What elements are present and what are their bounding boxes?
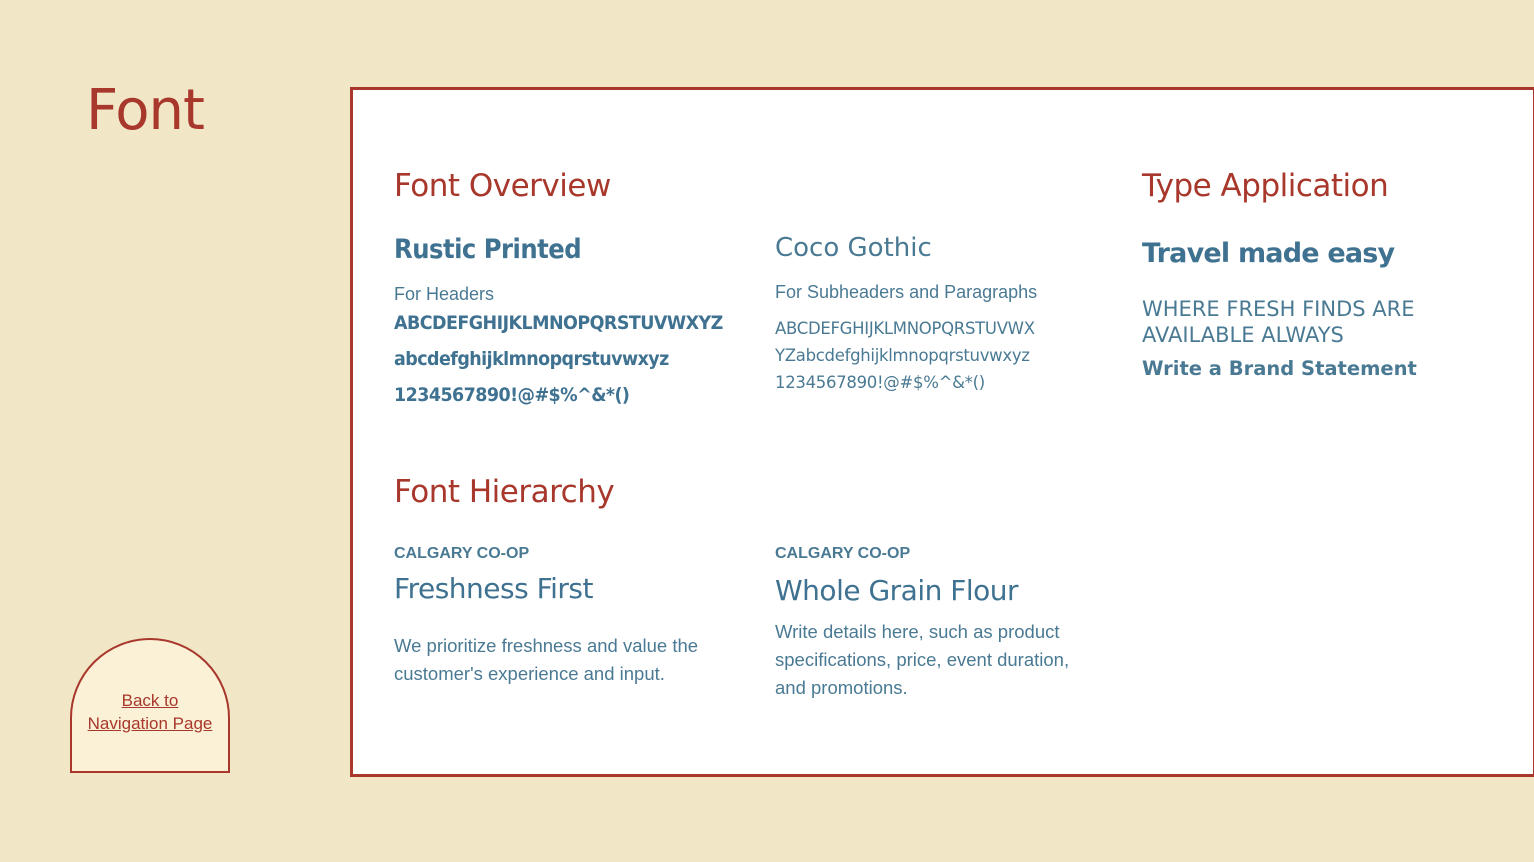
coco-font-name: Coco Gothic	[775, 233, 932, 263]
back-to-navigation-button[interactable]	[70, 638, 230, 773]
hierarchy-left-body: We prioritize freshness and value the customer's experience and input.	[394, 635, 699, 684]
rustic-font-name: Rustic Printed	[394, 234, 582, 265]
back-label-line-2: Navigation Page	[87, 713, 213, 733]
coco-sample-line-3: 1234567890!@#$%^&*()	[775, 373, 985, 392]
back-label-line-1: Back to	[121, 690, 179, 710]
content-panel	[350, 87, 1534, 777]
hierarchy-left-heading: Freshness First	[394, 572, 593, 605]
rustic-uppercase-sample: ABCDEFGHIJKLMNOPQRSTUVWXYZ	[394, 312, 723, 334]
back-to-navigation-link[interactable]	[75, 689, 225, 735]
application-headline: Travel made easy	[1142, 238, 1395, 269]
coco-sample-line-2: YZabcdefghijklmnopqrstuvwxyz	[775, 346, 1030, 365]
page-title: Font	[86, 78, 204, 143]
hierarchy-left-eyebrow: CALGARY CO-OP	[394, 545, 530, 562]
font-hierarchy-title: Font Hierarchy	[394, 474, 615, 510]
font-overview-title: Font Overview	[394, 168, 611, 204]
rustic-font-usage: For Headers	[394, 284, 495, 304]
hierarchy-right-heading: Whole Grain Flour	[775, 574, 1019, 607]
coco-sample-line-1: ABCDEFGHIJKLMNOPQRSTUVWX	[775, 319, 1035, 338]
hierarchy-right-body: Write details here, such as product specifications, price, event duration, and promotions.	[775, 621, 1070, 698]
hierarchy-right-eyebrow: CALGARY CO-OP	[775, 545, 911, 562]
type-application-title: Type Application	[1142, 168, 1389, 204]
rustic-lowercase-sample: abcdefghijklmnopqrstuvwxyz	[394, 348, 669, 370]
application-statement: Write a Brand Statement	[1142, 357, 1417, 380]
rustic-numbers-sample: 1234567890!@#$%^&*()	[394, 384, 630, 406]
coco-font-usage: For Subheaders and Paragraphs	[775, 282, 1038, 302]
application-subheadline: WHERE FRESH FINDS ARE AVAILABLE ALWAYS	[1142, 297, 1415, 347]
